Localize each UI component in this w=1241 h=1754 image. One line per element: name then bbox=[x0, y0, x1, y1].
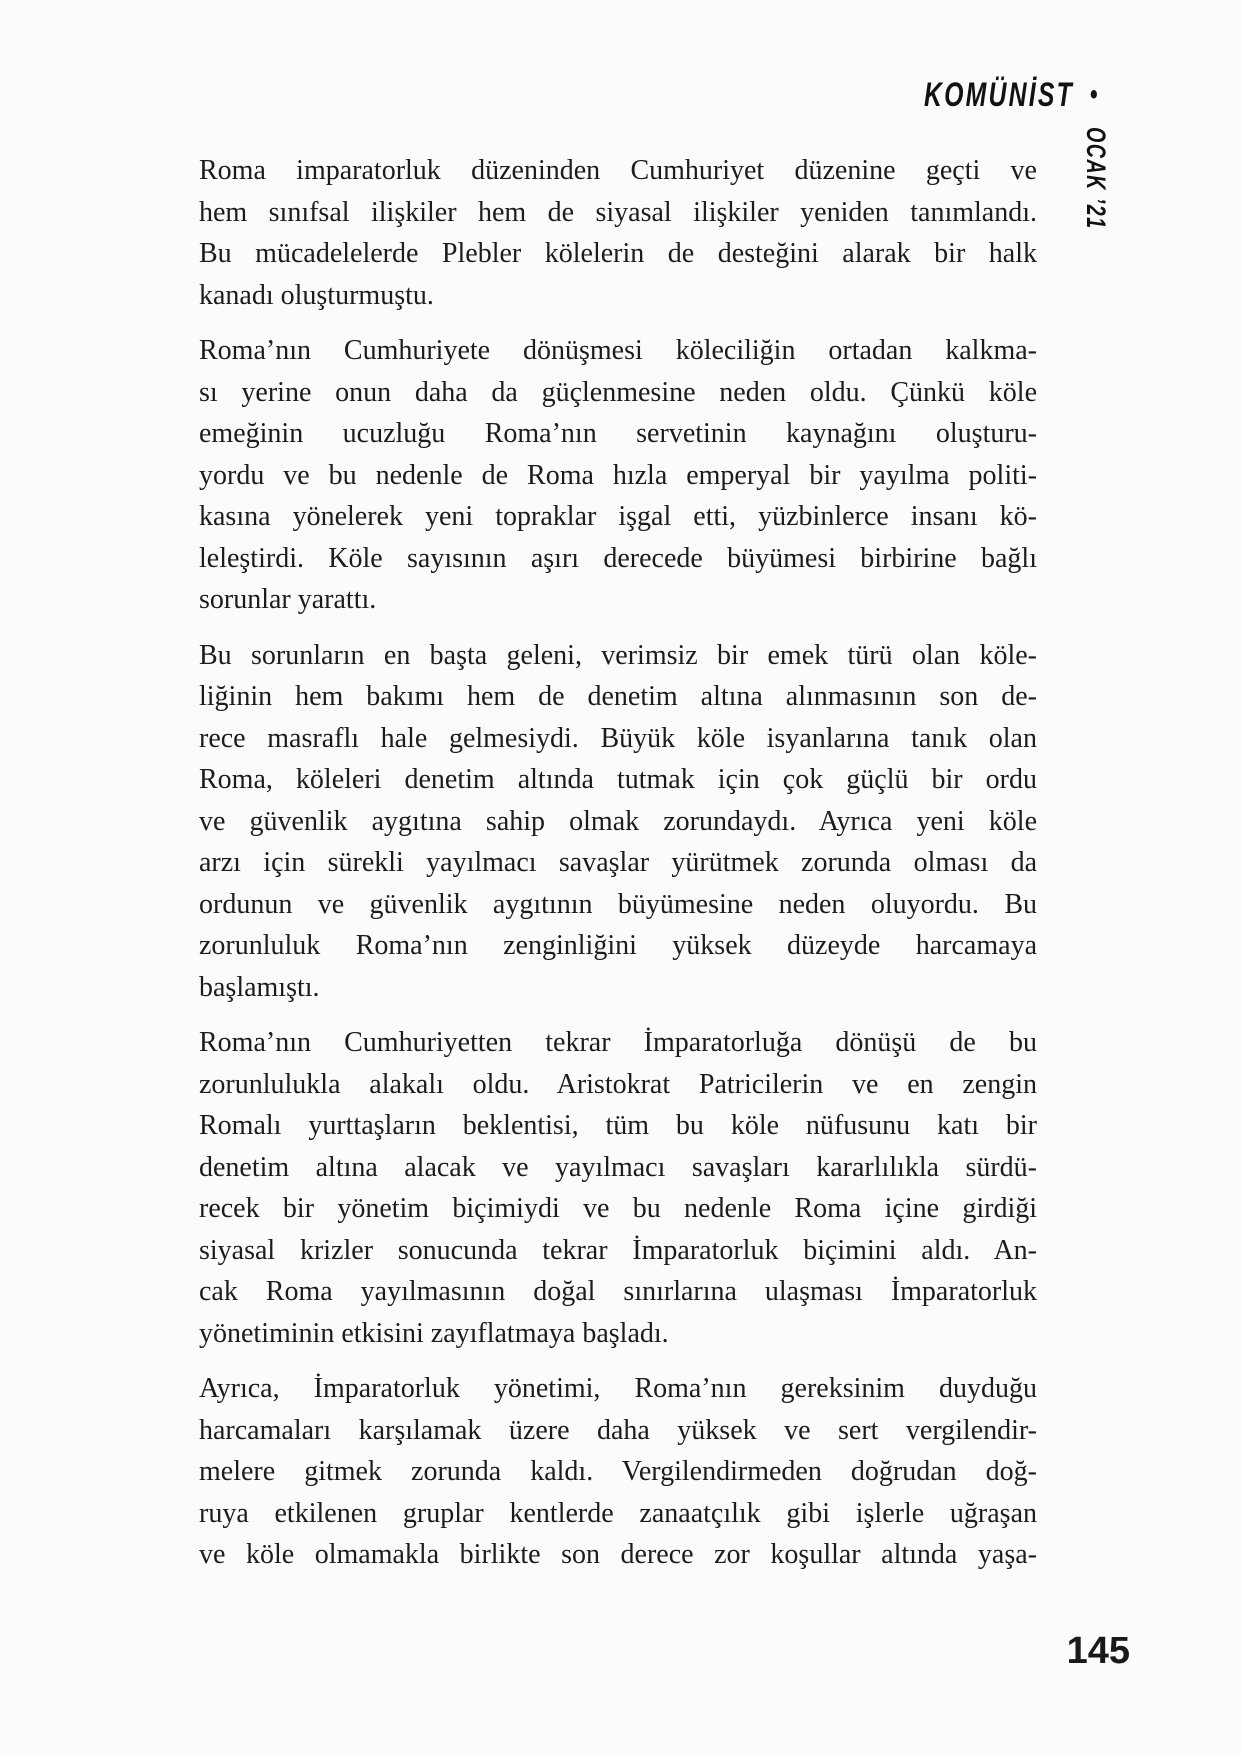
text-line: ruya etkilenen gruplar kentlerde zanaatçılık gibi işlerle uğraşan bbox=[199, 1497, 1037, 1529]
text-line: başlamıştı. bbox=[199, 971, 320, 1003]
text-line: liğinin hem bakımı hem de denetim altına alınmasının son de- bbox=[199, 681, 1037, 712]
body-text bbox=[199, 150, 1037, 1590]
text-line: Roma imparatorluk düzeninden Cumhuriyet düzenine geçti ve bbox=[199, 155, 1037, 186]
paragraph bbox=[199, 1368, 1037, 1576]
paragraph bbox=[199, 150, 1037, 316]
text-line: ve köle olmamakla birlikte son derece zor koşullar altında yaşa- bbox=[199, 1539, 1037, 1570]
text-line: zorunluluk Roma’nın zenginliğini yüksek düzeyde harcamaya bbox=[199, 930, 1037, 961]
magazine-title: KOMÜNİST bbox=[924, 76, 1075, 114]
bullet-separator-icon: • bbox=[1090, 78, 1100, 111]
issue-date-vertical: OCAK ’21 bbox=[1081, 127, 1111, 230]
text-line: Romalı yurttaşların beklentisi, tüm bu köle nüfusunu katı bir bbox=[199, 1110, 1037, 1141]
text-line: yönetiminin etkisini zayıflatmaya başladı. bbox=[199, 1317, 669, 1349]
text-line: kanadı oluşturmuştu. bbox=[199, 279, 434, 311]
paragraph bbox=[199, 635, 1037, 1009]
text-line: kasına yönelerek yeni topraklar işgal etti, yüzbinlerce insanı kö- bbox=[199, 501, 1037, 532]
text-line: Bu sorunların en başta geleni, verimsiz bir emek türü olan köle- bbox=[199, 639, 1037, 671]
paragraph bbox=[199, 330, 1037, 621]
page-number: 145 bbox=[1066, 1630, 1130, 1672]
text-line: yordu ve bu nedenle de Roma hızla emperyal bir yayılma politi- bbox=[199, 459, 1037, 491]
text-line: sorunlar yarattı. bbox=[199, 584, 377, 615]
text-line: Ayrıca, İmparatorluk yönetimi, Roma’nın gereksinim duyduğu bbox=[199, 1373, 1037, 1404]
text-line: cak Roma yayılmasının doğal sınırlarına ulaşması İmparatorluk bbox=[199, 1276, 1037, 1307]
text-line: Roma, köleleri denetim altında tutmak için çok güçlü bir ordu bbox=[199, 764, 1037, 795]
text-line: Bu mücadelelerde Plebler kölelerin de desteğini alarak bir halk bbox=[199, 238, 1037, 269]
text-line: sı yerine onun daha da güçlenmesine neden oldu. Çünkü köle bbox=[199, 376, 1037, 408]
text-line: zorunlulukla alakalı oldu. Aristokrat Patricilerin ve en zengin bbox=[199, 1068, 1037, 1100]
text-line: harcamaları karşılamak üzere daha yüksek ve sert vergilendir- bbox=[199, 1414, 1037, 1446]
text-line: arzı için sürekli yayılmacı savaşlar yürütmek zorunda olması da bbox=[199, 847, 1037, 878]
text-line: ordunun ve güvenlik aygıtının büyümesine neden oluyordu. Bu bbox=[199, 888, 1037, 920]
text-line: recek bir yönetim biçimiydi ve bu nedenle Roma içine girdiği bbox=[199, 1193, 1037, 1224]
text-line: emeğinin ucuzluğu Roma’nın servetinin kaynağını oluşturu- bbox=[199, 418, 1037, 449]
text-line: siyasal krizler sonucunda tekrar İmparatorluk biçimini aldı. An- bbox=[199, 1234, 1037, 1266]
magazine-header bbox=[924, 78, 1100, 112]
text-line: denetim altına alacak ve yayılmacı savaşları kararlılıkla sürdü- bbox=[199, 1151, 1037, 1183]
text-line: ve güvenlik aygıtına sahip olmak zorundaydı. Ayrıca yeni köle bbox=[199, 805, 1037, 837]
text-line: rece masraflı hale gelmesiydi. Büyük köle isyanlarına tanık olan bbox=[199, 722, 1037, 754]
text-line: leleştirdi. Köle sayısının aşırı derecede büyümesi birbirine bağlı bbox=[199, 542, 1037, 574]
text-line: Roma’nın Cumhuriyetten tekrar İmparatorluğa dönüşü de bu bbox=[199, 1027, 1037, 1058]
paragraph bbox=[199, 1022, 1037, 1354]
text-line: hem sınıfsal ilişkiler hem de siyasal ilişkiler yeniden tanımlandı. bbox=[199, 196, 1037, 228]
text-line: melere gitmek zorunda kaldı. Vergilendirmeden doğrudan doğ- bbox=[199, 1456, 1037, 1487]
text-line: Roma’nın Cumhuriyete dönüşmesi köleciliğin ortadan kalkma- bbox=[199, 335, 1037, 366]
